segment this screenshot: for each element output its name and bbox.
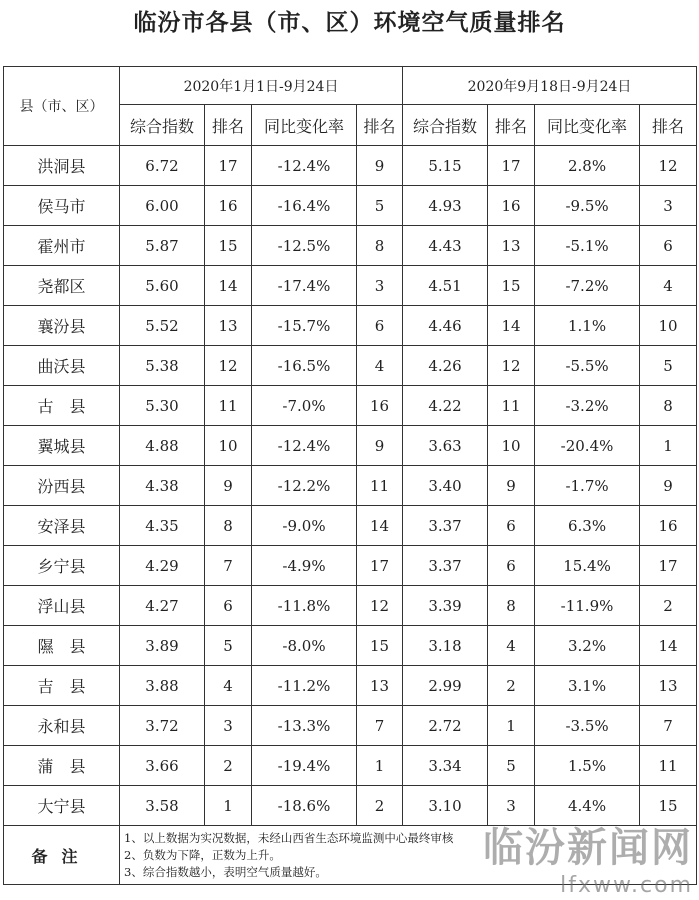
p1-change-cell: -19.4% — [252, 746, 357, 786]
p1-change-rank-cell: 11 — [357, 466, 403, 506]
p2-rank-cell: 15 — [488, 266, 535, 306]
p1-rank-cell: 14 — [205, 266, 252, 306]
p2-change-cell: -20.4% — [535, 426, 640, 466]
period1-header: 2020年1月1日-9月24日 — [120, 67, 403, 105]
p1-index-header: 综合指数 — [120, 105, 205, 146]
p2-change-cell: -5.5% — [535, 346, 640, 386]
p1-change-rank-cell: 13 — [357, 666, 403, 706]
p1-change-rank-cell: 16 — [357, 386, 403, 426]
air-quality-table — [3, 66, 697, 885]
p1-change-rank-cell: 8 — [357, 226, 403, 266]
p2-change-rank-cell: 8 — [640, 386, 697, 426]
p1-rank-cell: 10 — [205, 426, 252, 466]
p1-index-cell: 3.88 — [120, 666, 205, 706]
p2-change-rank-cell: 17 — [640, 546, 697, 586]
p2-change-cell: -11.9% — [535, 586, 640, 626]
p2-change-rank-cell: 13 — [640, 666, 697, 706]
p1-rank-header: 排名 — [205, 105, 252, 146]
p1-change-rank-cell: 12 — [357, 586, 403, 626]
note-line: 3、综合指数越小，表明空气质量越好。 — [124, 864, 327, 879]
table-row — [4, 666, 697, 706]
page-title: 临汾市各县（市、区）环境空气质量排名 — [133, 10, 566, 36]
p2-index-header: 综合指数 — [403, 105, 488, 146]
p2-rank-cell: 16 — [488, 186, 535, 226]
p2-change-rank-cell: 4 — [640, 266, 697, 306]
p1-change-rank-cell: 3 — [357, 266, 403, 306]
p2-change-cell: -1.7% — [535, 466, 640, 506]
p1-rank-cell: 11 — [205, 386, 252, 426]
p2-rank-cell: 10 — [488, 426, 535, 466]
county-name-cell: 侯马市 — [4, 186, 120, 226]
table-row — [4, 146, 697, 186]
p2-change-rank-cell: 9 — [640, 466, 697, 506]
county-name-cell: 古 县 — [4, 386, 120, 426]
p1-change-cell: -12.2% — [252, 466, 357, 506]
county-name-cell: 隰 县 — [4, 626, 120, 666]
table-row — [4, 506, 697, 546]
p2-change-cell: 6.3% — [535, 506, 640, 546]
p1-rank-cell: 5 — [205, 626, 252, 666]
p1-change-rank-cell: 15 — [357, 626, 403, 666]
p2-change-header: 同比变化率 — [535, 105, 640, 146]
watermark-brand: 临汾新闻网 — [483, 825, 693, 871]
p2-change-rank-cell: 10 — [640, 306, 697, 346]
period2-header: 2020年9月18日-9月24日 — [403, 67, 697, 105]
p2-index-cell: 2.99 — [403, 666, 488, 706]
county-name-cell: 乡宁县 — [4, 546, 120, 586]
p1-change-header: 同比变化率 — [252, 105, 357, 146]
p2-index-cell: 3.18 — [403, 626, 488, 666]
county-name-cell: 汾西县 — [4, 466, 120, 506]
p1-change-cell: -16.4% — [252, 186, 357, 226]
watermark-domain: lfxww.com — [560, 873, 693, 898]
p1-change-rank-cell: 9 — [357, 146, 403, 186]
p1-change-cell: -16.5% — [252, 346, 357, 386]
p2-rank-cell: 8 — [488, 586, 535, 626]
p2-index-cell: 3.34 — [403, 746, 488, 786]
p1-change-cell: -15.7% — [252, 306, 357, 346]
p1-change-rank-cell: 1 — [357, 746, 403, 786]
county-name-cell: 大宁县 — [4, 786, 120, 826]
p1-change-rank-cell: 5 — [357, 186, 403, 226]
p2-rank-cell: 6 — [488, 506, 535, 546]
p1-change-cell: -12.4% — [252, 146, 357, 186]
p1-index-cell: 3.58 — [120, 786, 205, 826]
table-row — [4, 346, 697, 386]
p1-index-cell: 6.72 — [120, 146, 205, 186]
p1-rank-cell: 9 — [205, 466, 252, 506]
p2-rank-cell: 11 — [488, 386, 535, 426]
p1-rank-cell: 2 — [205, 746, 252, 786]
p1-rank-cell: 17 — [205, 146, 252, 186]
table-row — [4, 386, 697, 426]
county-name-cell: 吉 县 — [4, 666, 120, 706]
p1-change-cell: -11.2% — [252, 666, 357, 706]
county-name-cell: 蒲 县 — [4, 746, 120, 786]
p1-rank-cell: 16 — [205, 186, 252, 226]
p2-change-rank-header: 排名 — [640, 105, 697, 146]
county-name-cell: 浮山县 — [4, 586, 120, 626]
p2-index-cell: 3.37 — [403, 506, 488, 546]
table-row — [4, 186, 697, 226]
p1-rank-cell: 3 — [205, 706, 252, 746]
p2-index-cell: 4.46 — [403, 306, 488, 346]
p1-index-cell: 3.66 — [120, 746, 205, 786]
p2-change-cell: 1.1% — [535, 306, 640, 346]
p2-rank-cell: 1 — [488, 706, 535, 746]
p2-change-cell: -9.5% — [535, 186, 640, 226]
p2-index-cell: 4.26 — [403, 346, 488, 386]
p2-rank-cell: 14 — [488, 306, 535, 346]
p2-change-cell: 4.4% — [535, 786, 640, 826]
table-row — [4, 466, 697, 506]
p1-rank-cell: 7 — [205, 546, 252, 586]
p2-index-cell: 3.10 — [403, 786, 488, 826]
county-name-cell: 翼城县 — [4, 426, 120, 466]
p2-change-cell: 3.1% — [535, 666, 640, 706]
p2-rank-cell: 17 — [488, 146, 535, 186]
p1-change-cell: -13.3% — [252, 706, 357, 746]
p1-index-cell: 4.35 — [120, 506, 205, 546]
p1-change-cell: -12.5% — [252, 226, 357, 266]
p2-change-cell: 15.4% — [535, 546, 640, 586]
table-row — [4, 706, 697, 746]
notes-cell — [120, 826, 697, 885]
p2-index-cell: 5.15 — [403, 146, 488, 186]
p2-change-rank-cell: 1 — [640, 426, 697, 466]
notes-label: 备注 — [4, 826, 120, 885]
p2-change-rank-cell: 7 — [640, 706, 697, 746]
p2-rank-header: 排名 — [488, 105, 535, 146]
p1-change-cell: -11.8% — [252, 586, 357, 626]
p1-index-cell: 5.87 — [120, 226, 205, 266]
p1-change-rank-cell: 14 — [357, 506, 403, 546]
p2-change-cell: 1.5% — [535, 746, 640, 786]
p2-rank-cell: 12 — [488, 346, 535, 386]
p2-rank-cell: 3 — [488, 786, 535, 826]
county-column-header: 县（市、区） — [4, 67, 120, 146]
p2-rank-cell: 4 — [488, 626, 535, 666]
county-name-cell: 永和县 — [4, 706, 120, 746]
note-line: 1、以上数据为实况数据，未经山西省生态环境监测中心最终审核 — [124, 830, 454, 845]
p2-index-cell: 3.40 — [403, 466, 488, 506]
county-name-cell: 洪洞县 — [4, 146, 120, 186]
p1-index-cell: 4.88 — [120, 426, 205, 466]
note-line: 2、负数为下降，正数为上升。 — [124, 847, 281, 862]
table-row — [4, 546, 697, 586]
county-name-cell: 尧都区 — [4, 266, 120, 306]
p2-change-cell: -3.5% — [535, 706, 640, 746]
table-row — [4, 226, 697, 266]
p2-rank-cell: 13 — [488, 226, 535, 266]
p2-index-cell: 3.63 — [403, 426, 488, 466]
table-row — [4, 306, 697, 346]
table-row — [4, 586, 697, 626]
county-name-cell: 安泽县 — [4, 506, 120, 546]
p1-index-cell: 5.60 — [120, 266, 205, 306]
p1-rank-cell: 15 — [205, 226, 252, 266]
p2-change-rank-cell: 5 — [640, 346, 697, 386]
p1-change-rank-cell: 7 — [357, 706, 403, 746]
p2-change-rank-cell: 2 — [640, 586, 697, 626]
p1-change-rank-cell: 4 — [357, 346, 403, 386]
table-body — [4, 146, 697, 826]
p2-change-cell: -3.2% — [535, 386, 640, 426]
p1-change-cell: -8.0% — [252, 626, 357, 666]
table-row — [4, 626, 697, 666]
p2-change-rank-cell: 12 — [640, 146, 697, 186]
p2-change-rank-cell: 11 — [640, 746, 697, 786]
p1-index-cell: 3.72 — [120, 706, 205, 746]
p1-index-cell: 5.30 — [120, 386, 205, 426]
p2-rank-cell: 5 — [488, 746, 535, 786]
p2-index-cell: 3.39 — [403, 586, 488, 626]
p2-rank-cell: 6 — [488, 546, 535, 586]
p1-change-rank-header: 排名 — [357, 105, 403, 146]
county-name-cell: 襄汾县 — [4, 306, 120, 346]
county-name-cell: 霍州市 — [4, 226, 120, 266]
p1-change-rank-cell: 9 — [357, 426, 403, 466]
p1-index-cell: 4.29 — [120, 546, 205, 586]
p1-rank-cell: 13 — [205, 306, 252, 346]
p2-index-cell: 3.37 — [403, 546, 488, 586]
p1-index-cell: 4.27 — [120, 586, 205, 626]
p1-index-cell: 5.38 — [120, 346, 205, 386]
p2-change-rank-cell: 6 — [640, 226, 697, 266]
p2-change-cell: 2.8% — [535, 146, 640, 186]
table-row — [4, 746, 697, 786]
table-row — [4, 786, 697, 826]
p1-change-rank-cell: 6 — [357, 306, 403, 346]
p2-change-rank-cell: 16 — [640, 506, 697, 546]
p2-index-cell: 4.43 — [403, 226, 488, 266]
p1-index-cell: 5.52 — [120, 306, 205, 346]
p2-change-cell: -7.2% — [535, 266, 640, 306]
p1-change-cell: -4.9% — [252, 546, 357, 586]
p1-index-cell: 3.89 — [120, 626, 205, 666]
p1-change-cell: -7.0% — [252, 386, 357, 426]
p2-index-cell: 4.51 — [403, 266, 488, 306]
county-name-cell: 曲沃县 — [4, 346, 120, 386]
p1-index-cell: 6.00 — [120, 186, 205, 226]
p2-rank-cell: 9 — [488, 466, 535, 506]
p1-rank-cell: 1 — [205, 786, 252, 826]
p1-change-rank-cell: 2 — [357, 786, 403, 826]
p1-change-cell: -17.4% — [252, 266, 357, 306]
p1-change-cell: -18.6% — [252, 786, 357, 826]
p1-rank-cell: 12 — [205, 346, 252, 386]
p2-index-cell: 2.72 — [403, 706, 488, 746]
p1-change-cell: -12.4% — [252, 426, 357, 466]
p1-rank-cell: 8 — [205, 506, 252, 546]
p2-rank-cell: 2 — [488, 666, 535, 706]
p2-change-cell: 3.2% — [535, 626, 640, 666]
table-row — [4, 426, 697, 466]
p2-change-rank-cell: 15 — [640, 786, 697, 826]
p1-rank-cell: 6 — [205, 586, 252, 626]
p2-index-cell: 4.22 — [403, 386, 488, 426]
p1-change-cell: -9.0% — [252, 506, 357, 546]
p2-change-rank-cell: 3 — [640, 186, 697, 226]
p2-change-cell: -5.1% — [535, 226, 640, 266]
p1-rank-cell: 4 — [205, 666, 252, 706]
p1-change-rank-cell: 17 — [357, 546, 403, 586]
p1-index-cell: 4.38 — [120, 466, 205, 506]
p2-index-cell: 4.93 — [403, 186, 488, 226]
table-row — [4, 266, 697, 306]
p2-change-rank-cell: 14 — [640, 626, 697, 666]
